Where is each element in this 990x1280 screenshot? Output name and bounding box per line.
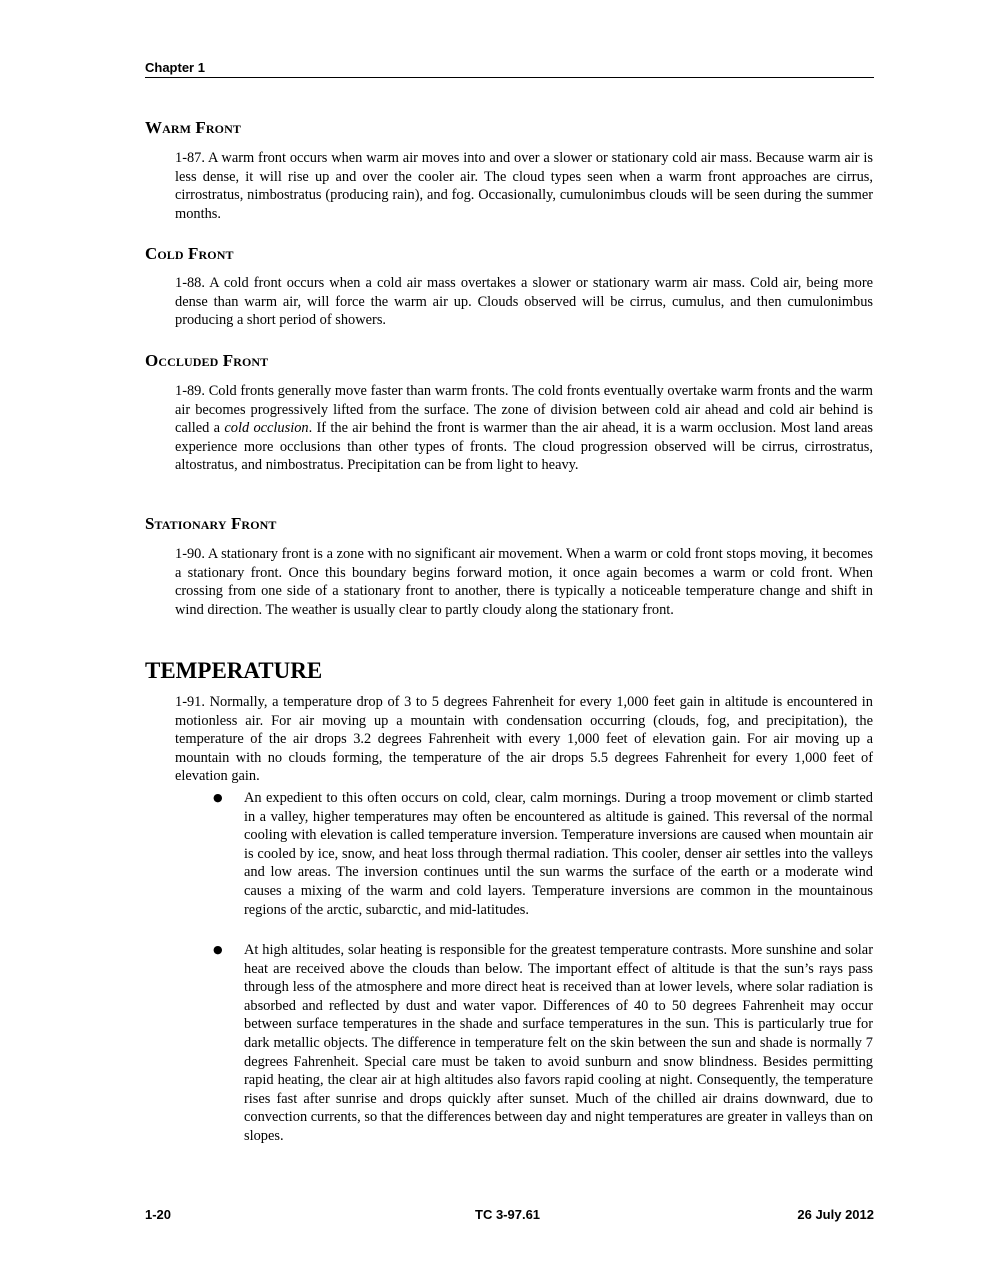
paragraph-1-91: 1-91. Normally, a temperature drop of 3 to 5 degrees Fahrenheit for every 1,000 feet gain in altitude is encountered in motionless air. For air moving up a mountain with condensation occurring (clouds, fog, and precipitation), the temperature of the air drops 3.2 degrees Fahrenheit with every 1,000 feet of elevation gain. For air moving up a mountain with no clouds forming, the temperature of the air drops 5.5 degrees Fahrenheit for every 1,000 feet of elevation gain. [175,694,873,785]
bullet-dot-icon: ● [213,791,223,804]
paragraph-1-88: 1-88. A cold front occurs when a cold air mass overtakes a slower or stationary warm air mass. Cold air, being more dense than warm air, will force the warm air up. Clouds observed will be cirrus, cumulus, and then cumulonimbus producing a short period of showers. [175,275,873,329]
heading-warm-front: Warm Front [145,118,241,137]
footer-page-number: 1-20 [145,1207,172,1222]
paragraph-1-89-part-b: . If the air behind the front is warmer than the air ahead, it is a warm occlusion. Most land areas experience more occlusions than other types of fronts. The cloud progression observed will be cirrus, cirrostratus, altostratus, and nimbostratus. Precipitation can be from light to heavy. [175,420,873,474]
paragraph-1-89-part-a: 1-89. Cold fronts generally move faster than warm fronts. The cold fronts eventually overtake warm fronts and the warm air becomes progressively lifted from the surface. The zone of division between cold air ahead and cold air behind is called a [175,383,873,437]
heading-cold-front: Cold Front [145,244,234,263]
heading-stationary-front: Stationary Front [145,514,277,533]
heading-occluded-front: Occluded Front [145,351,269,370]
term-cold-occlusion: cold occlusion [224,420,309,437]
bullet-item-inversion: An expedient to this often occurs on cold, clear, calm mornings. During a troop movement or climb started in a valley, higher temperatures may often be encountered as altitude is gained. This reversal of the normal cooling with elevation is called temperature inversion. Temperature inversions are caused when mountain air is cooled by ice, snow, and heat loss through thermal radiation. This cooler, denser air settles into the valleys and low areas. The inversion continues until the sun warms the surface of the earth or a moderate wind causes a mixing of the warm and cold layers. Temperature inversions are common in the mountainous regions of the arctic, subarctic, and mid-latitudes. [244,790,873,918]
heading-temperature: TEMPERATURE [145,658,323,683]
footer-date: 26 July 2012 [797,1207,874,1222]
chapter-label: Chapter 1 [145,60,205,75]
footer-document-id: TC 3-97.61 [475,1207,541,1222]
running-header [145,59,874,78]
paragraph-1-89 [175,382,873,475]
paragraph-1-90: 1-90. A stationary front is a zone with no significant air movement. When a warm or cold front stops moving, it becomes a stationary front. Once this boundary begins forward motion, it once again becomes a warm or cold front. When crossing from one side of a stationary front to another, there is typically a noticeable temperature change and shift in wind direction. The weather is usually clear to partly cloudy along the stationary front. [175,546,873,618]
paragraph-1-87: 1-87. A warm front occurs when warm air moves into and over a slower or stationary cold air mass. Because warm air is less dense, it will rise up and over the cooler air. The cloud types seen when a warm front approaches are cirrus, cirrostratus, nimbostratus (producing rain), and fog. Occasionally, cumulonimbus clouds will be seen during the summer months. [175,150,873,222]
bullet-dot-icon: ● [213,943,223,956]
bullet-item-solar-heating: At high altitudes, solar heating is responsible for the greatest temperature contrasts. More sunshine and solar heat are received above the clouds than below. The important effect of altitude is that the sun’s rays pass through less of the atmosphere and more direct heat is received than at lower levels, where solar radiation is absorbed and reflected by dust and water vapor. Differences of 40 to 50 degrees Fahrenheit may occur between surface temperatures in the shade and surface temperatures in the sun. This is particularly true for dark metallic objects. The difference in temperature felt on the skin between the sun and shade is normally 7 degrees Fahrenheit. Special care must be taken to avoid sunburn and snow blindness. Besides permitting rapid heating, the clear air at high altitudes also favors rapid cooling at night. Consequently, the temperature rises fast after sunrise and drops quickly after sunset. Much of the chilled air drains downward, due to convection currents, so that the differences between day and night temperatures are greater in valleys than on slopes. [244,942,873,1144]
